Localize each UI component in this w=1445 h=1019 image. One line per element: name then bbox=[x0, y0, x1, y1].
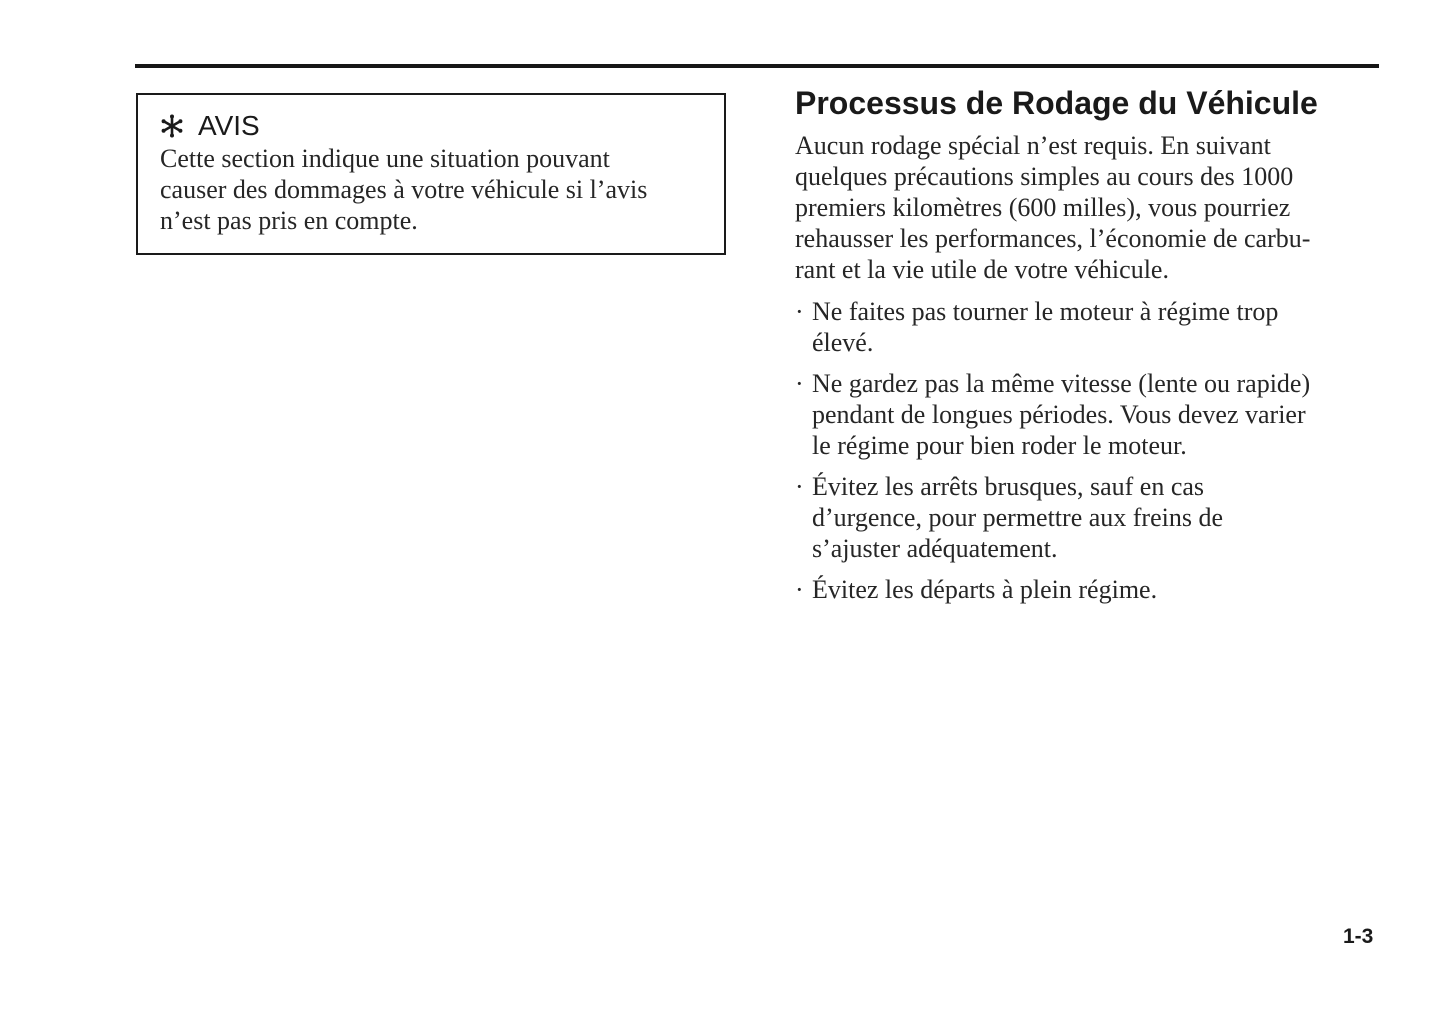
notice-heading-label: AVIS bbox=[198, 110, 260, 141]
bullet-marker: · bbox=[795, 472, 804, 501]
notice-box bbox=[136, 93, 726, 255]
notice-heading bbox=[160, 109, 260, 143]
top-rule bbox=[135, 64, 1379, 68]
notice-line: n’est pas pris en compte. bbox=[160, 206, 418, 235]
intro-line: Aucun rodage spécial n’est requis. En suivant bbox=[795, 131, 1271, 160]
bullet-line: le régime pour bien roder le moteur. bbox=[812, 431, 1187, 460]
bullet-item bbox=[795, 471, 1310, 564]
intro-paragraph bbox=[795, 130, 1310, 285]
intro-line: rehausser les performances, l’économie de carbu- bbox=[795, 224, 1311, 253]
bullet-item bbox=[795, 574, 1310, 605]
bullet-line: Évitez les arrêts brusques, sauf en cas bbox=[812, 472, 1205, 501]
notice-line: causer des dommages à votre véhicule si l’avis bbox=[160, 175, 648, 204]
intro-line: rant et la vie utile de votre véhicule. bbox=[795, 255, 1169, 284]
snowflake-asterisk-icon bbox=[160, 114, 184, 138]
bullet-marker: · bbox=[795, 297, 804, 326]
bullet-line: s’ajuster adéquatement. bbox=[812, 534, 1058, 563]
bullet-list bbox=[795, 296, 1310, 615]
bullet-line: pendant de longues périodes. Vous devez varier bbox=[812, 400, 1306, 429]
bullet-line: élevé. bbox=[812, 328, 874, 357]
bullet-item bbox=[795, 368, 1310, 461]
page-number: 1-3 bbox=[1343, 925, 1374, 948]
bullet-line: Ne gardez pas la même vitesse (lente ou rapide) bbox=[812, 369, 1311, 398]
intro-line: premiers kilomètres (600 milles), vous pourriez bbox=[795, 193, 1291, 222]
intro-line: quelques précautions simples au cours des 1000 bbox=[795, 162, 1294, 191]
bullet-line: Évitez les départs à plein régime. bbox=[812, 575, 1158, 604]
notice-line: Cette section indique une situation pouvant bbox=[160, 144, 610, 173]
bullet-marker: · bbox=[795, 575, 804, 604]
bullet-marker: · bbox=[795, 369, 804, 398]
bullet-item bbox=[795, 296, 1310, 358]
section-title: Processus de Rodage du Véhicule bbox=[795, 85, 1318, 121]
bullet-line: Ne faites pas tourner le moteur à régime trop bbox=[812, 297, 1279, 326]
notice-text bbox=[160, 143, 720, 236]
bullet-line: d’urgence, pour permettre aux freins de bbox=[812, 503, 1224, 532]
